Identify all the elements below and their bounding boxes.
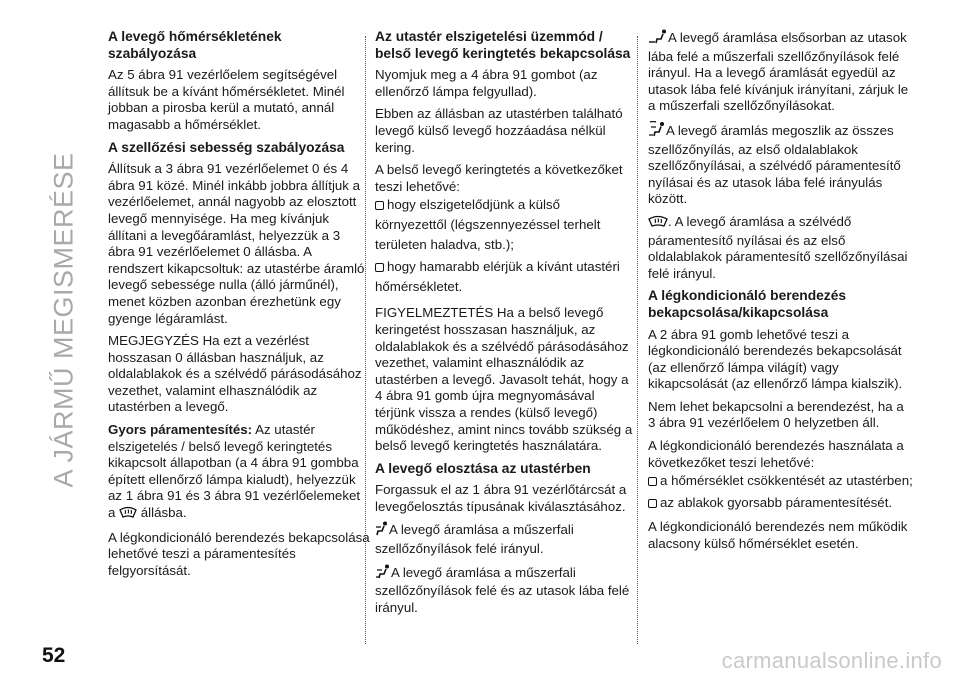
paragraph: Forgassuk el az 1 ábra 91 vezérlőtárcsát a levegőelosztás típusának kiválasztásához. — [375, 482, 627, 514]
vent-face-icon — [375, 521, 389, 541]
vent-feet-icon — [648, 29, 668, 49]
paragraph: Nem lehet bekapcsolni a berendezést, ha a 3 ábra 91 vezérlőelem 0 helyzetben áll. — [648, 398, 904, 431]
windshield-defrost-icon — [648, 215, 668, 233]
paragraph-text: A levegő áramlása elsősorban az utasok lába felé a műszerfali szellőzőnyílások felé irányul. Ha a levegő áramlását egyedül az utasok lába felé kívánjuk irányítani, zárjuk le a műszerfali szellőzőnyílásokat. — [648, 30, 909, 114]
square-bullet-icon — [648, 499, 657, 508]
paragraph-defrost — [648, 214, 914, 282]
paragraph-text: A levegő áramlása a műszerfali szellőzőnyílások felé és az utasok lába felé irányul. — [375, 564, 630, 615]
paragraph: Ebben az állásban az utastérben található levegő külső levegő hozzáadása nélkül kering. — [375, 106, 623, 155]
paragraph-feet-vent — [648, 29, 914, 115]
list-item — [375, 195, 635, 255]
paragraph: Állítsuk a 3 ábra 91 vezérlőelemet 0 és 4 ábra 91 közé. Minél inkább jobbra állítjuk a vezérlőelemet, annál nagyobb az elosztott levegő mennyisége. Ha meg kívánjuk állítani a levegőáramlást, helyezzük a 3 ábra 91 vezérlőelemet 0 állásba. A rendszert kikapcsoltuk: az utastérbe áramló levegő sebessége nulla (álló járműnél), menet közben azonban érezhetünk egy gyenge légáramlást. — [108, 161, 365, 326]
paragraph-text: A levegő áramlása a műszerfali szellőzőnyílások felé irányul. — [375, 522, 574, 557]
column-1 — [108, 29, 370, 585]
paragraph-text: . A levegő áramlása a szélvédő páramentesítő nyílásai és az első oldalablakok páramentesítő szellőzőnyílásai felé irányul. — [648, 213, 908, 281]
side-section-title-text: A JÁRMŰ MEGISMERÉSE — [48, 152, 79, 488]
paragraph-text: A levegő áramlás megoszlik az összes szellőzőnyílás, az első oldalablakok szellőzőnyílásai, a szélvédő páramentesítő nyílásai és az utasok lába felé irányulás között. — [648, 122, 901, 207]
vent-face-feet-icon — [375, 564, 391, 584]
vent-all-icon — [648, 121, 666, 142]
watermark: carmanualsonline.info — [721, 648, 942, 673]
paragraph-all-vents — [648, 121, 914, 208]
quick-defrost-text-b: állásba. — [137, 505, 187, 521]
list-item-text: hogy hamarabb elérjük a kívánt utastéri hőmérsékletet. — [375, 259, 620, 295]
heading-air-conditioning: A légkondicionáló berendezés bekapcsolása/kikapcsolása — [648, 288, 847, 320]
column-2 — [375, 29, 635, 622]
heading-air-distribution: A levegő elosztása az utastérben — [375, 460, 591, 476]
windshield-defrost-icon — [119, 506, 137, 524]
column-divider — [637, 36, 638, 644]
paragraph-face-vent — [375, 521, 635, 557]
heading-temperature: A levegő hőmérsékletének szabályozása — [108, 29, 282, 61]
list-item — [648, 493, 914, 513]
paragraph: Az 5 ábra 91 vezérlőelem segítségével állítsuk be a kívánt hőmérsékletet. Minél jobban a pirosba kerül a mutató, annál magasabb a hőmérséklet. — [108, 67, 345, 132]
side-section-title — [40, 40, 88, 600]
paragraph-face-feet-vent — [375, 564, 635, 617]
paragraph: A belső levegő keringtetés a következőket teszi lehetővé: — [375, 162, 623, 194]
paragraph-quick-defrost — [108, 422, 370, 524]
paragraph: A légkondicionáló berendezés nem működik alacsony külső hőmérséklet esetén. — [648, 519, 908, 551]
list-item — [375, 257, 635, 297]
quick-defrost-label: Gyors páramentesítés: — [108, 422, 253, 438]
heading-fan-speed: A szellőzési sebesség szabályozása — [108, 139, 345, 155]
paragraph: A légkondicionáló berendezés használata a következőket teszi lehetővé: — [648, 438, 904, 470]
warning-paragraph: FIGYELMEZTETÉS Ha a belső levegő keringetést hosszasan használjuk, az oldalablakok és a szélvédő párásodásához vezethet, valamint elhasználódik az utastérben a levegő. Javasolt tehát, hogy a 4 ábra 91 gomb újra megnyomásával térjünk vissza a rendes (külső levegő) működéshez, amint nincs tovább szükség a belső levegő keringtetés használatára. — [375, 305, 633, 454]
list-item-text: a hőmérséklet csökkentését az utastérben; — [660, 473, 913, 489]
note-paragraph: MEGJEGYZÉS Ha ezt a vezérlést hosszasan 0 állásban használjuk, az oldalablakok és a szélvédő párásodásához vezethet, valamint elhasználódik az utastérben a levegő. — [108, 333, 362, 415]
column-3 — [648, 29, 914, 558]
page-number: 52 — [42, 644, 66, 667]
paragraph: A 2 ábra 91 gomb lehetővé teszi a légkondicionáló berendezés bekapcsolását (az ellenőrző lámpa világít) vagy kikapcsolását (az ellenőrző lámpa kialszik). — [648, 326, 903, 392]
list-item — [648, 471, 914, 491]
list-item-text: hogy elszigetelődjünk a külső környezettől (légszennyezéssel terhelt területen haladva, stb.); — [375, 197, 601, 253]
heading-recirculation: Az utastér elszigetelési üzemmód / belső levegő keringtetés bekapcsolása — [375, 29, 631, 61]
quick-defrost-text-a: Az utastér elszigetelés / belső levegő keringtetés kikapcsolt állapotban (a 4 ábra 91 gombba épített ellenőrző lámpa kialudt), helyezzük az 1 ábra 91 és 3 ábra 91 vezérlőelemeket a — [108, 422, 361, 521]
square-bullet-icon — [375, 201, 384, 210]
paragraph: Nyomjuk meg a 4 ábra 91 gombot (az ellenőrző lámpa felgyullad). — [375, 67, 598, 99]
paragraph: A légkondicionáló berendezés bekapcsolása lehetővé teszi a páramentesítés felgyorsítását. — [108, 529, 370, 578]
square-bullet-icon — [375, 263, 384, 272]
list-item-text: az ablakok gyorsabb páramentesítését. — [660, 495, 893, 511]
square-bullet-icon — [648, 477, 657, 486]
